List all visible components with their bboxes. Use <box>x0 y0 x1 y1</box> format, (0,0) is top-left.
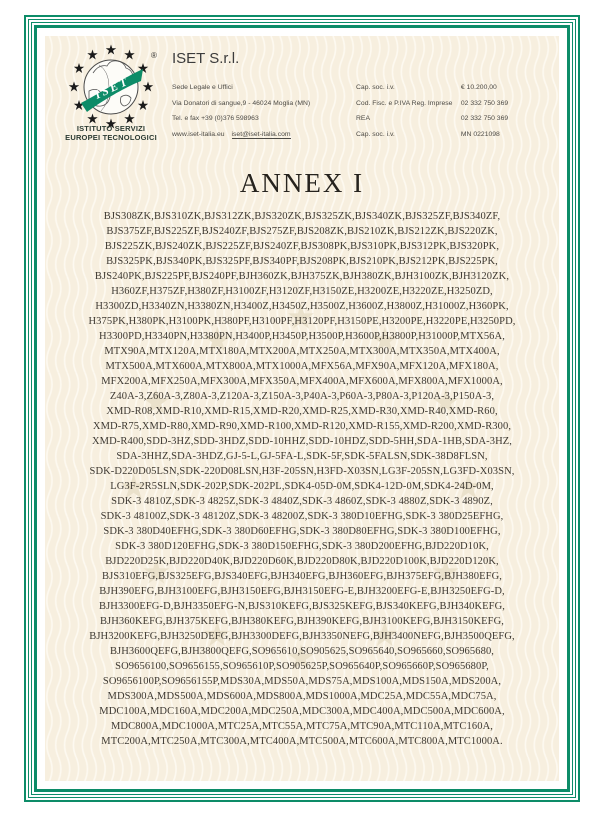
contact-offices-line: Sede Legale e Uffici <box>172 84 233 91</box>
registry-label: Cod. Fisc. e P.IVA Reg. Imprese <box>356 99 453 107</box>
email-link[interactable]: iset@iset-italia.com <box>231 130 291 138</box>
registry-value: 02 332 750 369 <box>460 115 509 123</box>
svg-text:★: ★ <box>202 321 233 360</box>
registry-label: Cap. soc. i.v. <box>356 84 395 91</box>
organization-name-line2: EUROPEI TECNOLOGICI <box>65 133 157 142</box>
registry-row <box>356 82 508 98</box>
contact-address-line: Via Donatori di sangue,9 - 46024 Moglia (MN) <box>172 99 311 107</box>
svg-text:★: ★ <box>141 383 172 422</box>
svg-text:★: ★ <box>430 383 461 422</box>
svg-text:ISET: ISET <box>92 73 132 102</box>
annex-title: ANNEX I <box>239 168 365 198</box>
contact-phone-line: Tel. e fax +39 (0)376 598963 <box>172 115 259 123</box>
svg-text:★: ★ <box>286 638 317 677</box>
organization-name <box>47 124 175 142</box>
registry-label: Cap. soc. i.v. <box>356 130 395 138</box>
certificate-border <box>24 15 580 802</box>
registry-row <box>356 113 508 129</box>
svg-text:★: ★ <box>430 553 461 592</box>
svg-text:★: ★ <box>118 468 149 507</box>
contact-web-line <box>172 129 310 145</box>
website-text: www.iset-italia.eu <box>172 130 225 138</box>
svg-text:★: ★ <box>286 298 317 337</box>
registry-label: REA <box>356 115 370 123</box>
registry-value: 02 332 750 369 <box>460 99 509 107</box>
svg-text:★: ★ <box>202 615 233 654</box>
svg-text:★: ★ <box>369 615 400 654</box>
paper-area <box>45 36 559 781</box>
contact-block <box>172 82 310 144</box>
organization-name-line1: ISTITUTO SERVIZI <box>76 124 146 133</box>
registered-trademark-icon: ® <box>151 51 157 60</box>
registry-value: MN 0221098 <box>460 130 500 138</box>
company-name: ISET S.r.l. <box>172 50 240 67</box>
svg-text:★: ★ <box>453 468 484 507</box>
registry-row <box>356 129 508 145</box>
svg-text:★: ★ <box>369 321 400 360</box>
registry-value: € 10.200,00 <box>460 84 497 91</box>
registry-block <box>356 82 508 144</box>
iset-logo <box>59 41 163 133</box>
model-number-list: BJS308ZK,BJS310ZK,BJS312ZK,BJS320ZK,BJS325ZK,BJS340ZK,BJS325ZF,BJS340ZF, BJS375ZF,BJS225ZF,BJS240ZF,BJS275ZF,BJS208ZK,BJS210ZK,BJS212ZK,BJS220ZK, BJS225ZK,BJS240ZK,BJS225ZF,BJS240ZF,BJS308PK,BJS310PK,BJS312PK,BJS320PK, BJS325PK,BJS340PK,BJS325PF,BJS340PF,BJS208PK,BJS210PK,BJS212PK,BJS225PK, BJS240PK,BJS225PF,BJS240PF,BJH360ZK,BJH375ZK,BJH380ZK,BJH3100ZK,BJH3120ZK, H360ZF,H375ZF,H380ZF,H3100ZF,H3120ZF,H3150ZE,H3200ZE,H3220ZE,H3250ZD, H3300ZD,H3340ZN,H3380ZN,H3400Z,H3450Z,H3500Z,H3600Z,H3800Z,H31000Z,H360PK, H375PK,H380PK,H3100PK,H380PF,H3100PF,H3120PF,H3150PE,H3200PE,H3220PE,H3250PD, H3300PD,H3340PN,H3380PN,H3400P,H3450P,H3500P,H3600P,H3800P,H31000P,MTX56A, MTX90A,MTX120A,MTX180A,MTX200A,MTX250A,MTX300A,MTX350A,MTX400A, MTX500A,MTX600A,MTX800A,MTX1000A,MFX56A,MFX90A,MFX120A,MFX180A, MFX200A,MFX250A,MFX300A,MFX350A,MFX400A,MFX600A,MFX800A,MFX1000A, Z40A-3,Z60A-3,Z80A-3,Z120A-3,Z150A-3,P40A-3,P60A-3,P80A-3,P120A-3,P150A-3, XMD-R08,XMD-R10,XMD-R15,XMD-R20,XMD-R25,XMD-R30,XMD-R40,XMD-R60, XMD-R75,XMD-R80,XMD-R90,XMD-R100,XMD-R120,XMD-R155,XMD-R200,XMD-R300, XMD-R400,SDD-3HZ,SDD-3HDZ,SDD-10HHZ,SDD-10HDZ,SDD-5HH,SDA-1HB,SDA-3HZ, SDA-3HHZ,SDA-3HDZ,GJ-5-L,GJ-5FA-L,SDK-5F,SDK-5FALSN,SDK-38D8FLSN, SDK-D220D05LSN,SDK-220D08LSN,H3F-205SN,H3FD-X03SN,LG3F-205SN,LG3FD-X03SN, LG3F-2R5SLN,SDK-202P,SDK-202PL,SDK4-05D-0M,SDK4-12D-0M,SDK4-24D-0M, SDK-3 4810Z,SDK-3 4825Z,SDK-3 4840Z,SDK-3 4860Z,SDK-3 4880Z,SDK-3 4890Z, SDK-3 48100Z,SDK-3 48120Z,SDK-3 48200Z,SDK-3 380D10EFHG,SDK-3 380D25EFHG, SDK-3 380D40EFHG,SDK-3 380D60EFHG,SDK-3 380D80EFHG,SDK-3 380D100EFHG, SDK-3 380D120EFHG,SDK-3 380D150EFHG,SDK-3 380D200EFHG,BJD220D10K, BJD220D25K,BJD220D40K,BJD220D60K,BJD220D80K,BJD220D100K,BJD220D120K, BJS310EFG,BJS325EFG,BJS340EFG,BJH340EFG,BJH360EFG,BJH375EFG,BJH380EFG, BJH390EFG,BJH3100EFG,BJH3150EFG,BJH3150EFG-E,BJH3200EFG-E,BJH3250EFG-D, BJH3300EFG-D,BJH3350EFG-N,BJS310KEFG,BJS325KEFG,BJS340KEFG,BJH340KEFG, BJH360KEFG,BJH375KEFG,BJH380KEFG,BJH390KEFG,BJH3100KEFG,BJH3150KEFG, BJH3200KEFG,BJH3250DEFG,BJH3300DEFG,BJH3350NEFG,BJH3400NEFG,BJH3500QEFG, BJH3600QEFG,BJH3800QEFG,SO965610,SO905625,SO965640,SO965660,SO965680, SO9656100,SO9656155,SO965610P,SO905625P,SO965640P,SO965660P,SO965680P, SO9656100P,SO9656155P,MDS30A,MDS50A,MDS75A,MDS100A,MDS150A,MDS200A, MDS300A,MDS500A,MDS600A,MDS800A,MDS1000A,MDC25A,MDC55A,MDC75A, MDC100A,MDC160A,MDC200A,MDC250A,MDC300A,MDC400A,MDC500A,MDC600A, MDC800A,MDC1000A,MTC25A,MTC55A,MTC75A,MTC90A,MTC110A,MTC160A, MTC200A,MTC250A,MTC300A,MTC400A,MTC500A,MTC600A,MTC800A,MTC1000A. <box>88 211 516 747</box>
svg-text:★: ★ <box>141 553 172 592</box>
registry-row <box>356 98 508 114</box>
